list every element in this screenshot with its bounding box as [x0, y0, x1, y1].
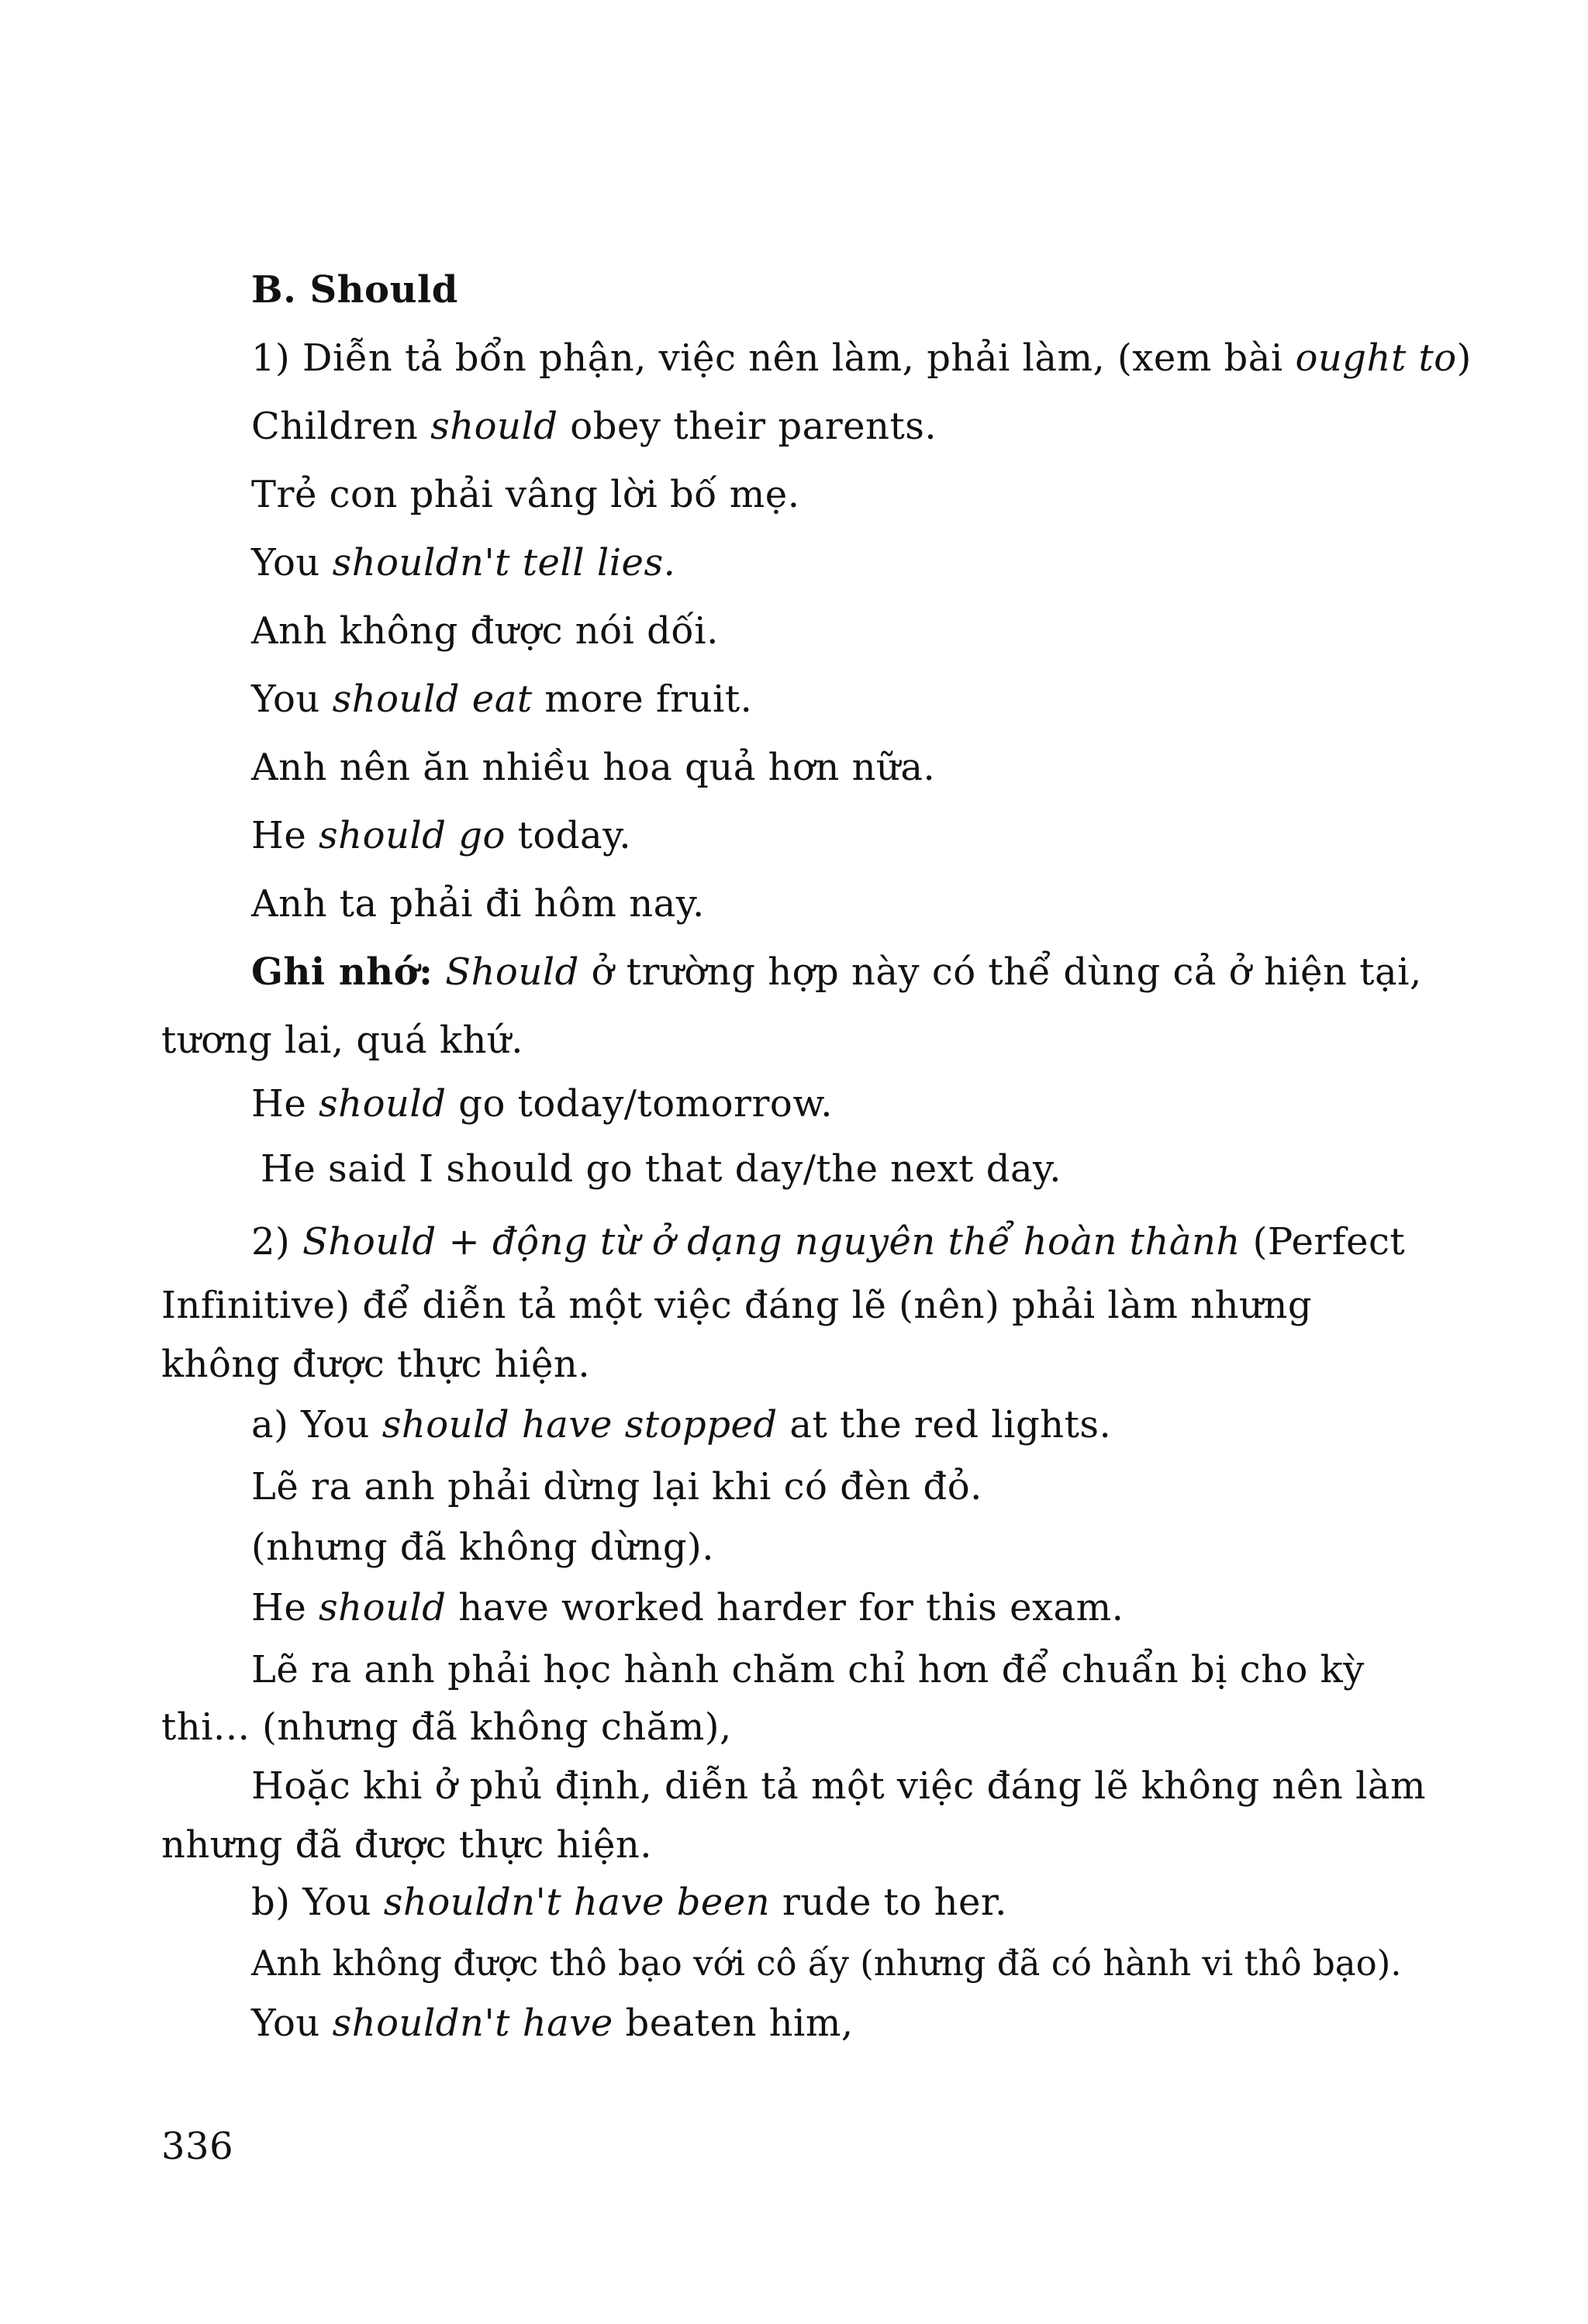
text-italic: should [319, 1082, 447, 1126]
text: 1) Diễn tả bổn phận, việc nên làm, phải làm, (xem bài [251, 336, 1296, 380]
negative-note-line-continued: nhưng đã được thực hiện. [161, 1823, 653, 1867]
text-italic: ought to [1295, 336, 1457, 380]
translation-line: Anh không được thô bạo với cô ấy (nhưng đã có hành vi thô bạo). [251, 1943, 1402, 1984]
text: at the red lights. [777, 1403, 1112, 1446]
text: (Perfect [1240, 1220, 1406, 1264]
text: He [251, 1586, 319, 1629]
translation-line-continued: thi... (nhưng đã không chăm), [161, 1705, 732, 1749]
translation-line: Lẽ ra anh phải dừng lại khi có đèn đỏ. [251, 1465, 982, 1509]
example-line [251, 1082, 833, 1126]
rule-1-intro [251, 336, 1472, 380]
example-line [251, 2002, 854, 2045]
example-line [251, 405, 937, 448]
text: a) You [251, 1403, 382, 1446]
text: go today/tomorrow. [446, 1082, 833, 1126]
text-italic: shouldn't have been [383, 1881, 771, 1924]
text: ở trường hợp này có thể dùng cả ở hiện tại, [578, 950, 1422, 994]
text-italic: should have stopped [381, 1403, 778, 1446]
translation-line: Trẻ con phải vâng lời bố mẹ. [251, 473, 800, 516]
text: more fruit. [532, 678, 753, 721]
text-italic: should [430, 405, 558, 448]
note-line [251, 950, 1422, 994]
text: today. [505, 814, 632, 857]
text: ) [1456, 336, 1472, 380]
note-line-continued: tương lai, quá khứ. [161, 1019, 524, 1062]
page-number: 336 [161, 2125, 234, 2168]
text-italic: Should + động từ ở dạng nguyên thể hoàn thành [302, 1220, 1241, 1264]
section-heading: B. Should [251, 268, 458, 312]
text-italic: shouldn't have [332, 2002, 613, 2045]
text: You [251, 2002, 333, 2045]
text-italic: should go [319, 814, 506, 857]
text-italic: shouldn't tell lies. [332, 541, 676, 584]
text-italic: should [319, 1586, 447, 1629]
rule-2-intro-line-2: Infinitive) để diễn tả một việc đáng lẽ (nên) phải làm nhưng [161, 1284, 1313, 1327]
text: have worked harder for this exam. [446, 1586, 1124, 1629]
translation-line: Anh ta phải đi hôm nay. [251, 882, 705, 926]
rule-2-intro-line-3: không được thực hiện. [161, 1343, 591, 1386]
text: He [251, 1082, 319, 1126]
example-line [251, 541, 676, 584]
rule-2-intro [251, 1220, 1406, 1264]
example-line [251, 1586, 1124, 1629]
example-line [251, 814, 632, 857]
translation-line: Anh không được nói dối. [251, 609, 719, 653]
text: b) You [251, 1881, 384, 1924]
text: 2) [251, 1220, 303, 1264]
translation-line: (nhưng đã không dừng). [251, 1526, 715, 1569]
example-line [251, 678, 753, 721]
text: You [251, 541, 333, 584]
translation-line: Anh nên ăn nhiều hoa quả hơn nữa. [251, 746, 936, 789]
example-line [251, 1403, 1112, 1446]
text: You [251, 678, 333, 721]
text-italic: should eat [332, 678, 533, 721]
text: He [251, 814, 319, 857]
text: rude to her. [770, 1881, 1007, 1924]
negative-note-line: Hoặc khi ở phủ định, diễn tả một việc đáng lẽ không nên làm [251, 1764, 1426, 1808]
example-line: He said I should go that day/the next day. [261, 1147, 1062, 1191]
text: beaten him, [613, 2002, 854, 2045]
example-line [251, 1881, 1007, 1924]
text-italic: Should [433, 950, 579, 994]
translation-line: Lẽ ra anh phải học hành chăm chỉ hơn để chuẩn bị cho kỳ [251, 1648, 1365, 1691]
note-label: Ghi nhớ: [251, 950, 433, 994]
text: obey their parents. [558, 405, 937, 448]
text: Children [251, 405, 431, 448]
